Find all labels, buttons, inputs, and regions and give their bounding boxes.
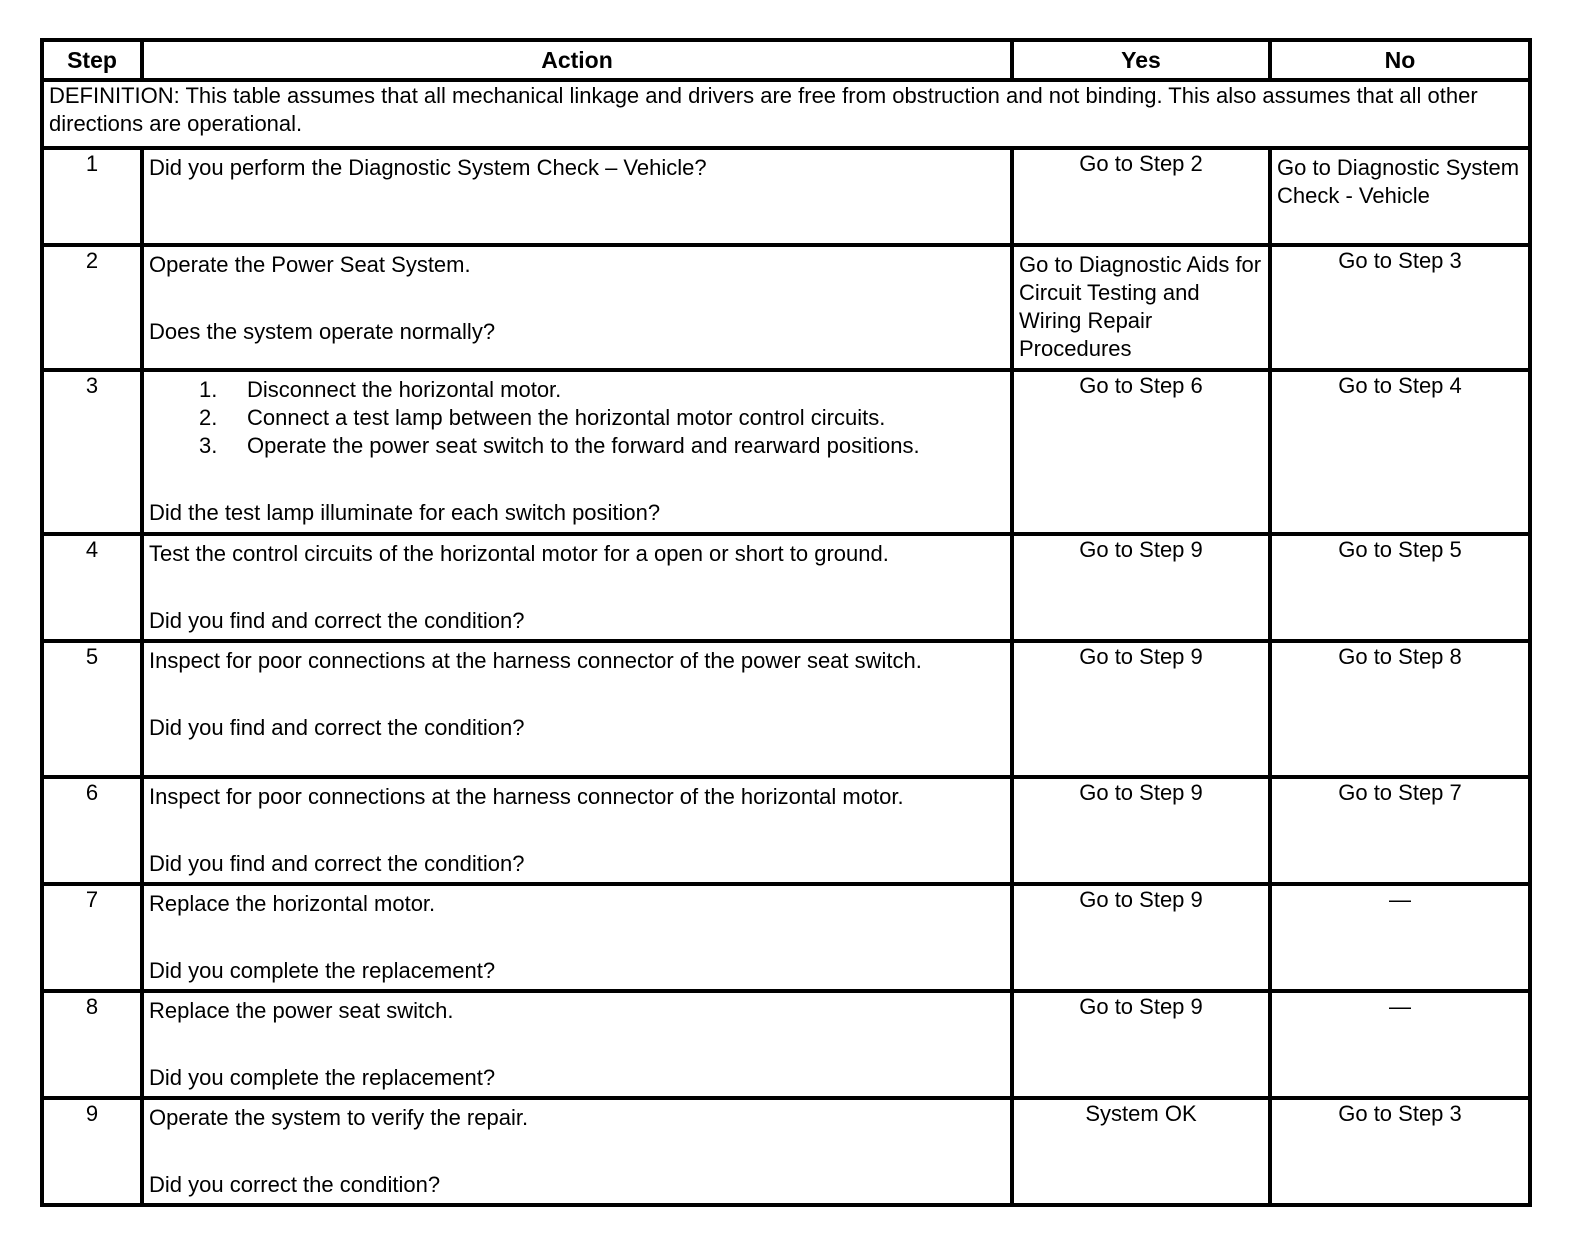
no-cell: Go to Step 3 (1270, 245, 1530, 370)
action-question: Did you find and correct the condition? (149, 715, 525, 740)
yes-cell: Go to Step 9 (1012, 641, 1270, 777)
step-number: 5 (42, 641, 142, 777)
step-number: 7 (42, 884, 142, 991)
substep-list (149, 376, 1005, 460)
header-row (42, 40, 1530, 80)
step-number: 1 (42, 148, 142, 245)
yes-cell: Go to Diagnostic Aids for Circuit Testing and Wiring Repair Procedures (1012, 245, 1270, 370)
no-cell: — (1270, 991, 1530, 1098)
step-number: 6 (42, 777, 142, 884)
substep-text: Disconnect the horizontal motor. (247, 377, 562, 402)
action-cell (142, 884, 1012, 991)
table-row (42, 370, 1530, 534)
list-item (199, 432, 1005, 460)
action-cell (142, 245, 1012, 370)
action-question: Did you correct the condition? (149, 1172, 441, 1197)
action-question: Did the test lamp illuminate for each switch position? (149, 500, 661, 525)
action-text: Inspect for poor connections at the harness connector of the power seat switch. (149, 648, 922, 673)
table-row (42, 777, 1530, 884)
yes-cell: Go to Step 9 (1012, 777, 1270, 884)
step-number: 2 (42, 245, 142, 370)
substep-number: 1. (199, 377, 218, 402)
table-row (42, 1098, 1530, 1205)
header-step: Step (42, 40, 142, 80)
action-cell (142, 991, 1012, 1098)
action-question: Did you find and correct the condition? (149, 608, 525, 633)
action-text: Inspect for poor connections at the harness connector of the horizontal motor. (149, 784, 904, 809)
table-row (42, 534, 1530, 641)
action-question: Did you find and correct the condition? (149, 851, 525, 876)
header-yes: Yes (1012, 40, 1270, 80)
diagnostic-table (40, 38, 1532, 1207)
action-cell (142, 534, 1012, 641)
substep-text: Connect a test lamp between the horizontal motor control circuits. (247, 405, 886, 430)
action-cell (142, 777, 1012, 884)
table-row (42, 991, 1530, 1098)
definition-text: DEFINITION: This table assumes that all mechanical linkage and drivers are free from obstruction and not binding. This also assumes that all other directions are operational. (42, 80, 1530, 148)
action-text: Did you perform the Diagnostic System Check – Vehicle? (149, 155, 707, 180)
action-cell (142, 1098, 1012, 1205)
step-number: 4 (42, 534, 142, 641)
action-cell (142, 641, 1012, 777)
yes-cell: System OK (1012, 1098, 1270, 1205)
yes-cell: Go to Step 9 (1012, 884, 1270, 991)
yes-cell: Go to Step 9 (1012, 991, 1270, 1098)
list-item (199, 376, 1005, 404)
yes-cell: Go to Step 9 (1012, 534, 1270, 641)
action-text: Replace the horizontal motor. (149, 891, 436, 916)
no-cell: Go to Step 5 (1270, 534, 1530, 641)
action-question: Did you complete the replacement? (149, 958, 496, 983)
action-question: Did you complete the replacement? (149, 1065, 496, 1090)
table-row (42, 245, 1530, 370)
no-cell: Go to Diagnostic System Check - Vehicle (1270, 148, 1530, 245)
definition-row (42, 80, 1530, 148)
no-cell: Go to Step 7 (1270, 777, 1530, 884)
action-cell (142, 370, 1012, 534)
substep-text: Operate the power seat switch to the forward and rearward positions. (247, 433, 920, 458)
action-text: Operate the Power Seat System. (149, 252, 471, 277)
step-number: 8 (42, 991, 142, 1098)
substep-number: 2. (199, 405, 218, 430)
yes-cell: Go to Step 2 (1012, 148, 1270, 245)
action-text: Test the control circuits of the horizontal motor for a open or short to ground. (149, 541, 889, 566)
table-row (42, 884, 1530, 991)
step-number: 9 (42, 1098, 142, 1205)
no-cell: Go to Step 8 (1270, 641, 1530, 777)
action-cell (142, 148, 1012, 245)
action-text: Replace the power seat switch. (149, 998, 454, 1023)
no-cell: — (1270, 884, 1530, 991)
yes-cell: Go to Step 6 (1012, 370, 1270, 534)
table-row (42, 641, 1530, 777)
no-cell: Go to Step 4 (1270, 370, 1530, 534)
header-action: Action (142, 40, 1012, 80)
table-row (42, 148, 1530, 245)
list-item (199, 404, 1005, 432)
substep-number: 3. (199, 433, 218, 458)
action-question: Does the system operate normally? (149, 319, 496, 344)
action-text: Operate the system to verify the repair. (149, 1105, 529, 1130)
step-number: 3 (42, 370, 142, 534)
no-cell: Go to Step 3 (1270, 1098, 1530, 1205)
header-no: No (1270, 40, 1530, 80)
